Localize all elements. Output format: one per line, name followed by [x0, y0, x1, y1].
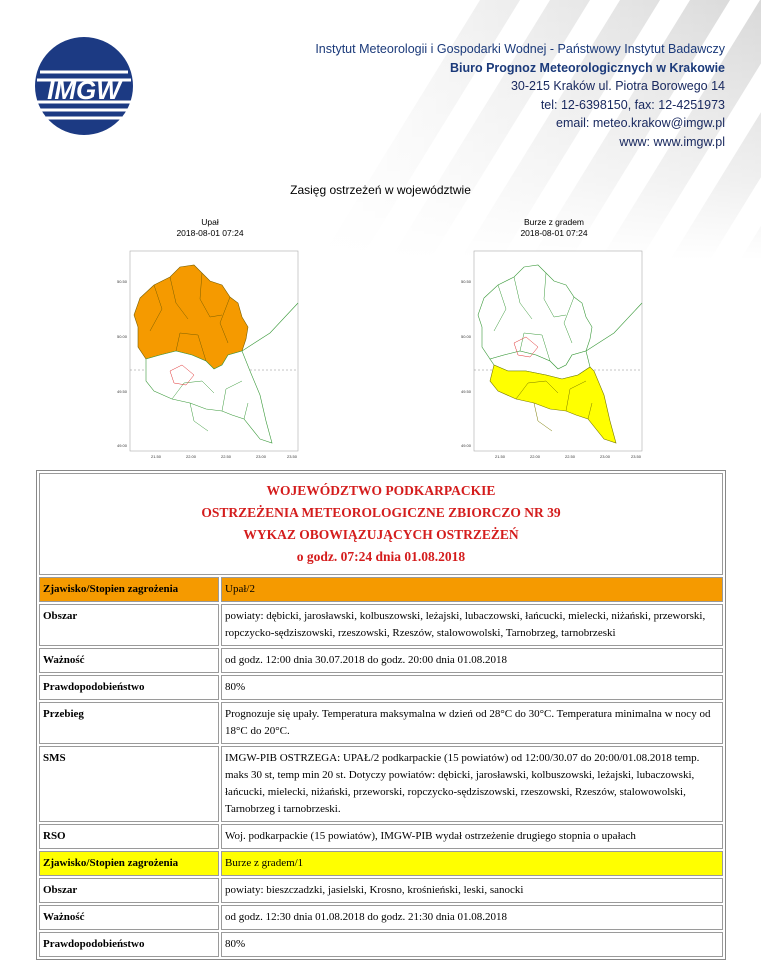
y-tick-label: 49.00: [460, 443, 471, 448]
y-tick-label: 49.00: [116, 443, 127, 448]
y-tick-label: 49.50: [460, 389, 471, 394]
y-tick-label: 50.00: [116, 334, 127, 339]
table-row: [39, 878, 723, 903]
row-label: Ważność: [39, 648, 219, 673]
y-tick-label: 50.50: [116, 279, 127, 284]
title-line-region: WOJEWÓDZTWO PODKARPACKIE: [266, 483, 496, 498]
table-row: [39, 824, 723, 849]
row-label: Prawdopodobieństwo: [39, 932, 219, 957]
row-value: powiaty: dębicki, jarosławski, kolbuszowski, leżajski, lubaczowski, łańcucki, mielecki, niżański, przeworski, ropczycko-sędziszowski, rzeszowski, Rzeszów, stalowowolski, Tarnobrzeg, tarnobrzeski: [221, 604, 723, 646]
table-row: [39, 675, 723, 700]
office-name: Biuro Prognoz Meteorologicznych w Krakowie: [449, 60, 725, 75]
y-tick-label: 50.50: [460, 279, 471, 284]
y-tick-label: 50.00: [460, 334, 471, 339]
table-row: [39, 851, 723, 876]
row-value: Upał/2: [221, 577, 723, 602]
row-value: 80%: [221, 675, 723, 700]
row-value: Burze z gradem/1: [221, 851, 723, 876]
row-value: od godz. 12:30 dnia 01.08.2018 do godz. 21:30 dnia 01.08.2018: [221, 905, 723, 930]
x-tick-label: 22.00: [529, 454, 541, 459]
x-tick-label: 23.50: [286, 454, 298, 459]
org-name: Instytut Meteorologii i Gospodarki Wodnej - Państwowy Instytut Badawczy: [315, 42, 725, 56]
map-title: Upał: [201, 217, 219, 227]
row-value: IMGW-PIB OSTRZEGA: UPAŁ/2 podkarpackie (15 powiatów) od 12:00/30.07 do 20:00/01.08.2018 temp. maks 30 st, temp min 20 st. Dotyczy powiatów: dębicki, jarosławski, kolbuszowski, leżajski, lubaczowski, łańcucki, mielecki, niżański, przeworski, ropczycko-sędziszowski, rzeszowski, Rzeszów, stalowowolski, Tarnobrzeg i tarnobrzeski.: [221, 746, 723, 822]
table-row: [39, 905, 723, 930]
row-label: SMS: [39, 746, 219, 822]
row-value: Woj. podkarpackie (15 powiatów), IMGW-PIB wydał ostrzeżenie drugiego stopnia o upałach: [221, 824, 723, 849]
table-row: [39, 932, 723, 957]
row-label: Przebieg: [39, 702, 219, 744]
y-tick-label: 49.50: [116, 389, 127, 394]
address: 30-215 Kraków ul. Piotra Borowego 14: [510, 79, 725, 93]
imgw-logo: [34, 36, 134, 136]
row-value: 80%: [221, 932, 723, 957]
row-value: powiaty: bieszczadzki, jasielski, Krosno, krośnieński, leski, sanocki: [221, 878, 723, 903]
row-value: Prognozuje się upały. Temperatura maksymalna w dzień od 28°C do 30°C. Temperatura minimalna w nocy od 18°C do 20°C.: [221, 702, 723, 744]
map-datetime: 2018-08-01 07:24: [176, 228, 244, 238]
map-canvas: [454, 243, 654, 463]
table-row: [39, 604, 723, 646]
title-line-bulletin: OSTRZEŻENIA METEOROLOGICZNE ZBIORCZO NR 39: [201, 505, 561, 520]
row-value: od godz. 12:00 dnia 30.07.2018 do godz. 20:00 dnia 01.08.2018: [221, 648, 723, 673]
title-line-time: o godz. 07:24 dnia 01.08.2018: [296, 549, 466, 564]
row-label: Zjawisko/Stopien zagrożenia: [39, 577, 219, 602]
table-row: [39, 648, 723, 673]
x-tick-label: 22.50: [220, 454, 232, 459]
logo-text: IMGW: [47, 75, 121, 105]
x-tick-label: 21.50: [150, 454, 162, 459]
x-tick-label: 23.50: [630, 454, 642, 459]
row-label: Zjawisko/Stopien zagrożenia: [39, 851, 219, 876]
email-link[interactable]: email: meteo.krakow@imgw.pl: [556, 116, 725, 130]
x-tick-label: 21.50: [494, 454, 506, 459]
institution-header: [315, 40, 725, 151]
x-tick-label: 22.50: [564, 454, 576, 459]
section-title: Zasięg ostrzeżeń w województwie: [290, 183, 471, 197]
map-heat: [110, 217, 310, 463]
table-row: [39, 577, 723, 602]
x-tick-label: 23.00: [599, 454, 611, 459]
x-tick-label: 23.00: [255, 454, 267, 459]
x-tick-label: 22.00: [185, 454, 197, 459]
phone: tel: 12-6398150, fax: 12-4251973: [540, 97, 725, 112]
row-label: Prawdopodobieństwo: [39, 675, 219, 700]
table-title: [39, 473, 723, 575]
table-title-row: [39, 473, 723, 575]
map-title: Burze z gradem: [524, 217, 584, 227]
table-row: [39, 746, 723, 822]
row-label: Obszar: [39, 604, 219, 646]
warnings-table: [36, 470, 726, 960]
map-hail-storms: [454, 217, 654, 463]
row-label: RSO: [39, 824, 219, 849]
map-canvas: [110, 243, 310, 463]
title-line-list: WYKAZ OBOWIĄZUJĄCYCH OSTRZEŻEŃ: [243, 527, 519, 542]
row-label: Obszar: [39, 878, 219, 903]
table-row: [39, 702, 723, 744]
website-link[interactable]: www: www.imgw.pl: [619, 134, 725, 149]
row-label: Ważność: [39, 905, 219, 930]
map-datetime: 2018-08-01 07:24: [520, 228, 588, 238]
